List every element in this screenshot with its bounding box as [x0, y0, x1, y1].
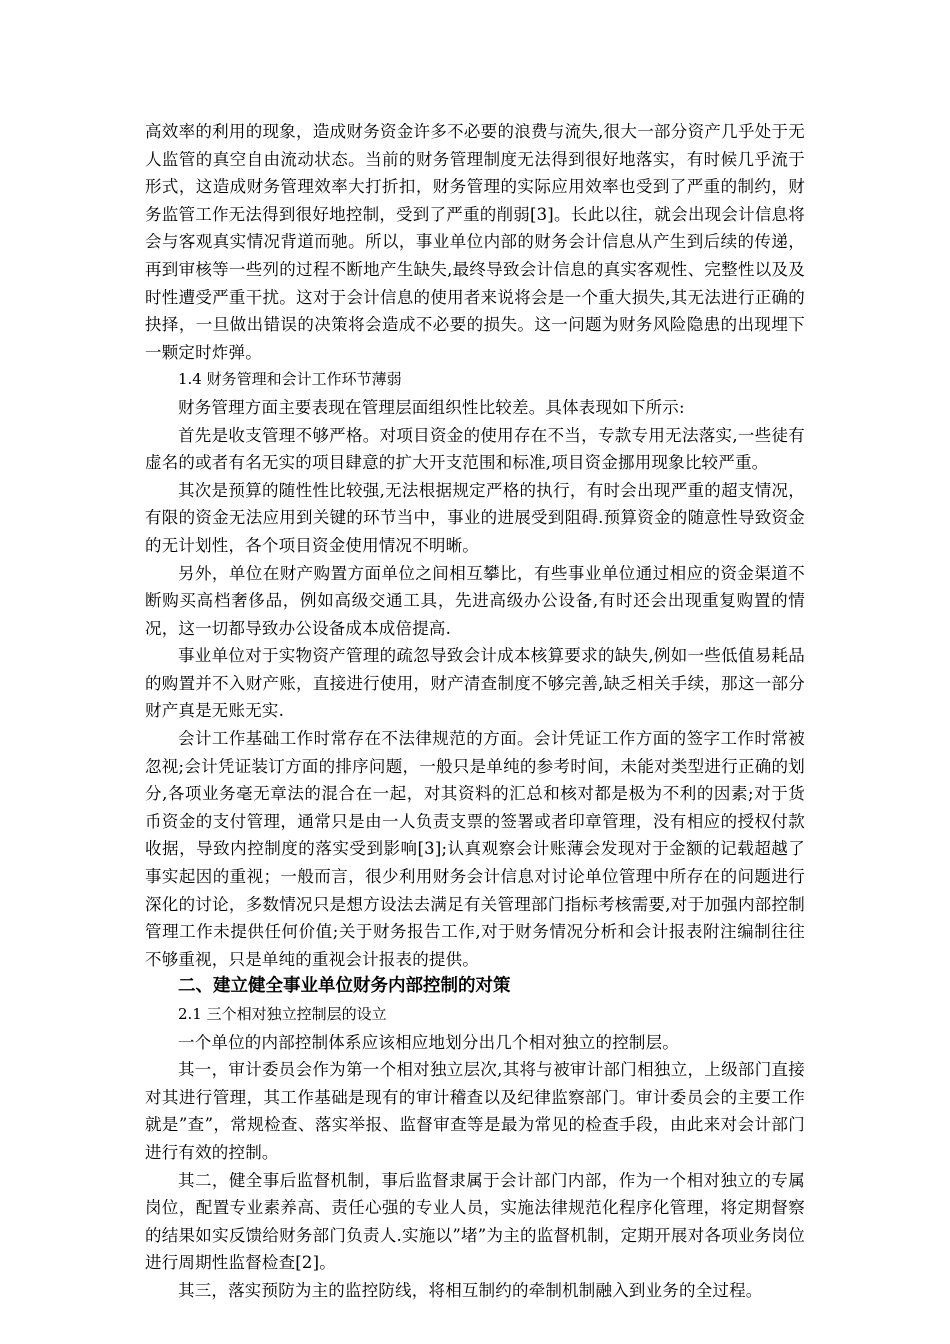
document-page	[145, 118, 805, 1305]
paragraph: 财务管理方面主要表现在管理层面组织性比较差。具体表现如下所示:	[178, 397, 685, 417]
paragraph: 其二，健全事后监督机制，事后监督隶属于会计部门内部，作为一个相对独立的专属岗位，配置专业素养高、责任心强的专业人员，实施法律规范化程序化管理，将定期督察的结果如实反馈给财务部门负责人.实施以”堵”为主的监督机制，定期开展对各项业务岗位进行周期性监督检查[2]。	[145, 1170, 805, 1273]
paragraph: 其三，落实预防为主的监控防线，将相互制约的牵制机制融入到业务的全过程。	[178, 1280, 763, 1300]
section-heading: 1.4 财务管理和会计工作环节薄弱	[178, 370, 402, 389]
paragraph: 其一，审计委员会作为第一个相对独立层次,其将与被审计部门相独立，上级部门直接对其进行管理，其工作基础是现有的审计稽查以及纪律监察部门。审计委员会的主要工作就是”查”，常规检查、落实举报、监督审查等是最为常见的检查手段，由此来对会计部门进行有效的控制。	[145, 1060, 805, 1162]
chapter-heading: 二、建立健全事业单位财务内部控制的对策	[178, 976, 511, 997]
paragraph: 高效率的利用的现象，造成财务资金许多不必要的浪费与流失,很大一部分资产几乎处于无人监管的真空自由流动状态。当前的财务管理制度无法得到很好地落实，有时候几乎流于形式，这造成财务管理效率大打折扣，财务管理的实际应用效率也受到了严重的制约，财务监管工作无法得到很好地控制，受到了严重的削弱[3]。长此以往，就会出现会计信息将会与客观真实情况背道而驰。所以，事业单位内部的财务会计信息从产生到后续的传递，再到审核等一些列的过程不断地产生缺失,最终导致会计信息的真实客观性、完整性以及及时性遭受严重干扰。这对于会计信息的使用者来说将会是一个重大损失,其无法进行正确的抉择，一旦做出错误的决策将会造成不必要的损失。这一问题为财务风险隐患的出现埋下一颗定时炸弹。	[145, 122, 805, 362]
paragraph: 其次是预算的随性性比较强,无法根据规定严格的执行，有时会出现严重的超支情况，有限的资金无法应用到关键的环节当中，事业的进展受到阻碍.预算资金的随意性导致资金的无计划性，各个项目资金使用情况不明晰。	[145, 480, 805, 555]
paragraph: 另外，单位在财产购置方面单位之间相互攀比，有些事业单位通过相应的资金渠道不断购买高档奢侈品，例如高级交通工具，先进高级办公设备,有时还会出现重复购置的情况，这一切都导致办公设备成本成倍提高.	[145, 563, 805, 638]
paragraph: 会计工作基础工作时常存在不法律规范的方面。会计凭证工作方面的签字工作时常被忽视;会计凭证装订方面的排序问题，一般只是单纯的参考时间，未能对类型进行正确的划分,各项业务毫无章法的混合在一起，对其资料的汇总和核对都是极为不利的因素;对于货币资金的支付管理，通常只是由一人负责支票的签署或者印章管理，没有相应的授权付款收据，导致内控制度的落实受到影响[3];认真观察会计账薄会发现对于金额的记载超越了事实起因的重视；一般而言，很少利用财务会计信息对讨论单位管理中所存在的问题进行深化的讨论，多数情况只是想方设法去满足有关管理部门指标考核需要,对于加强内部控制管理工作未提供任何价值;关于财务报告工作,对于财务情况分析和会计报表附注编制往往不够重视，只是单纯的重视会计报表的提供。	[145, 729, 805, 969]
section-heading: 2.1 三个相对独立控制层的设立	[178, 1005, 387, 1023]
paragraph: 事业单位对于实物资产管理的疏忽导致会计成本核算要求的缺失,例如一些低值易耗品的购置并不入财产账，直接进行使用，财产清查制度不够完善,缺乏相关手续，那这一部分财产真是无账无实.	[145, 646, 805, 721]
paragraph: 首先是收支管理不够严格。对项目资金的使用存在不当，专款专用无法落实,一些徒有虚名的或者有名无实的项目肆意的扩大开支范围和标准,项目资金挪用现象比较严重。	[145, 425, 805, 473]
paragraph: 一个单位的内部控制体系应该相应地划分出几个相对独立的控制层。	[178, 1032, 679, 1052]
